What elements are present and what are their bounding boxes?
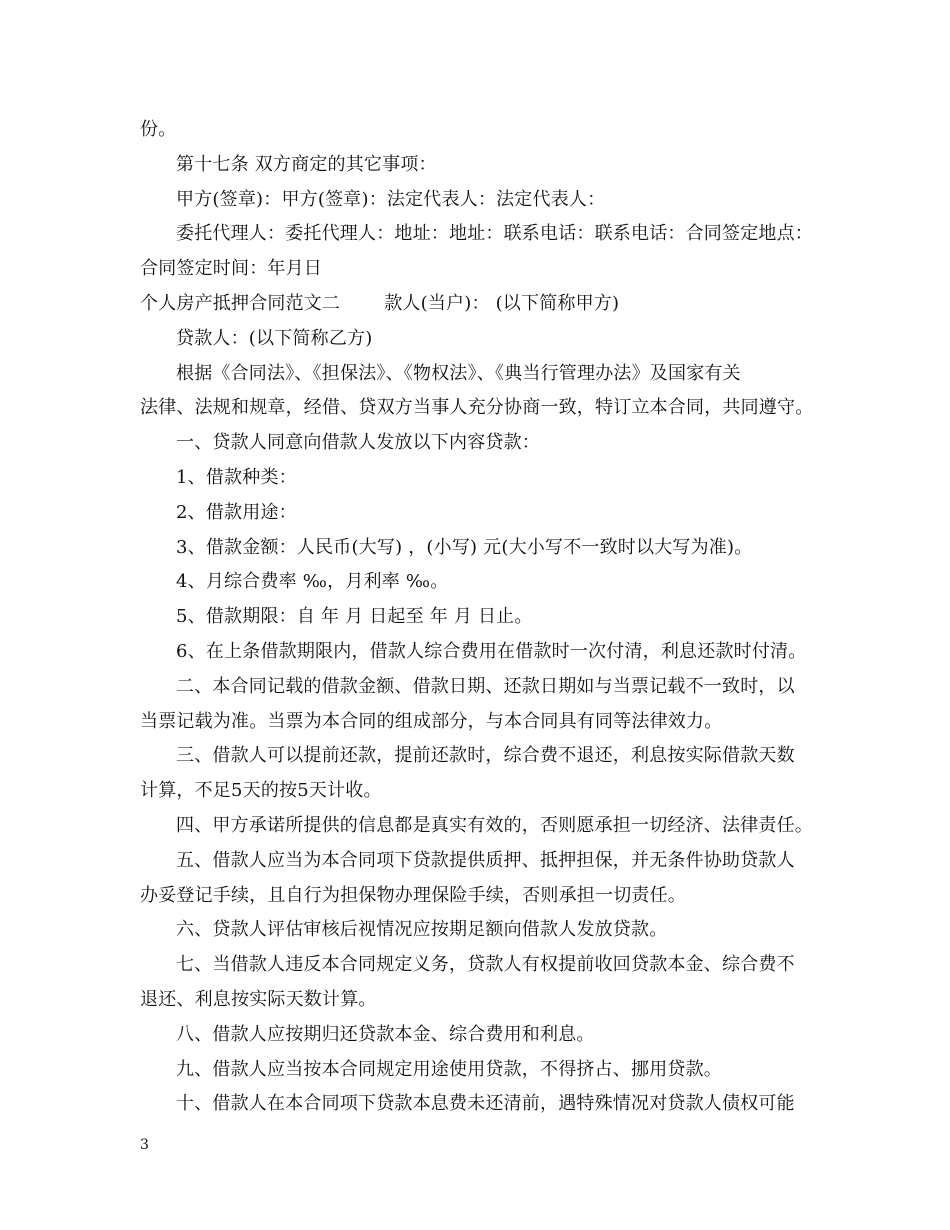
page-number: 3 (140, 1137, 149, 1153)
text-line-17: 二、本合同记载的借款金额、借款日期、还款日期如与当票记载不一致时，以 (176, 675, 795, 697)
text-line-7: 贷款人：(以下简称乙方) (176, 327, 373, 349)
text-line-20: 计算，不足5天的按5天计收。 (140, 780, 382, 802)
text-line-26: 退还、利息按实际天数计算。 (140, 988, 377, 1010)
text-line-15: 5、借款期限：自 年 月 日起至 年 月 日止。 (176, 606, 533, 628)
section-heading-line (140, 287, 810, 322)
text-line-2: 第十七条 双方商定的其它事项： (176, 153, 437, 175)
text-line-4: 委托代理人：委托代理人：地址：地址：联系电话：联系电话：合同签定地点： (176, 223, 813, 245)
text-line-25: 七、当借款人违反本合同规定义务，贷款人有权提前收回贷款本金、综合费不 (176, 954, 795, 976)
text-line-9: 法律、法规和规章，经借、贷双方当事人充分协商一致，特订立本合同，共同遵守。 (140, 397, 814, 419)
text-line-12: 2、借款用途： (176, 501, 297, 523)
document-body (140, 113, 814, 1122)
text-line-10: 一、贷款人同意向借款人发放以下内容贷款： (176, 432, 540, 454)
text-line-11: 1、借款种类： (176, 466, 297, 488)
section-heading-rest: 款人(当户)： (以下简称甲方) (384, 292, 620, 314)
text-line-14: 4、月综合费率 ‰，月利率 ‰。 (176, 571, 449, 593)
text-line-19: 三、借款人可以提前还款，提前还款时，综合费不退还，利息按实际借款天数 (176, 745, 795, 767)
text-line-27: 八、借款人应按期归还贷款本金、综合费用和利息。 (176, 1023, 595, 1045)
text-line-3: 甲方(签章)：甲方(签章)：法定代表人：法定代表人： (176, 188, 606, 210)
text-line-13: 3、借款金额：人民币(大写) ，(小写) 元(大小写不一致时以大写为准)。 (176, 536, 753, 558)
text-line-22: 五、借款人应当为本合同项下贷款提供质押、抵押担保，并无条件协助贷款人 (176, 849, 795, 871)
text-line-1: 份。 (140, 119, 177, 140)
text-line-23: 办妥登记手续，且自行为担保物办理保险手续，否则承担一切责任。 (140, 884, 686, 906)
text-line-28: 九、借款人应当按本合同规定用途使用贷款，不得挤占、挪用贷款。 (176, 1058, 722, 1080)
text-line-18: 当票记载为准。当票为本合同的组成部分，与本合同具有同等法律效力。 (140, 710, 723, 732)
section-title: 个人房产抵押合同范文二 (140, 292, 341, 314)
text-line-21: 四、甲方承诺所提供的信息都是真实有效的，否则愿承担一切经济、法律责任。 (176, 814, 813, 836)
text-line-24: 六、贷款人评估审核后视情况应按期足额向借款人发放贷款。 (176, 919, 668, 941)
text-line-29: 十、借款人在本合同项下贷款本息费未还清前，遇特殊情况对贷款人债权可能 (176, 1093, 795, 1115)
text-line-8: 根据《合同法》、《担保法》、《物权法》、《典当行管理办法》及国家有关 (176, 362, 741, 384)
text-line-5: 合同签定时间：年月日 (140, 258, 322, 280)
text-line-16: 6、在上条借款期限内，借款人综合费用在借款时一次付清，利息还款时付清。 (176, 640, 807, 662)
